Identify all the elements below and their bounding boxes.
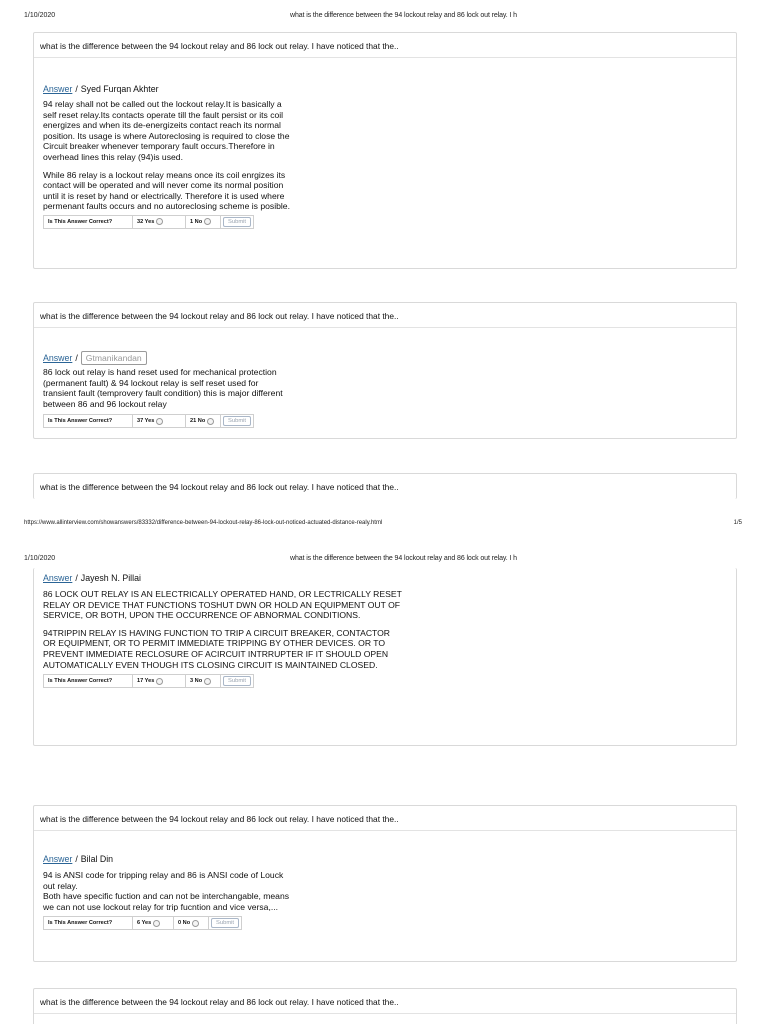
no-radio[interactable]	[192, 920, 199, 927]
vote-bar	[43, 414, 736, 428]
answer-text: 94TRIPPIN RELAY IS HAVING FUNCTION TO TRIP A CIRCUIT BREAKER, CONTACTOR OR EQUIPMENT, OR TO PERMIT IMMEDIATE TRIPPING BY OTHER DEVICES. OR TO PREVENT IMMEDIATE RECLOSURE OF ACIRCUIT INTRRUPTER IF IT SHOULD OPEN AUTOMATICALLY EVEN THOUGH ITS CLOSING CIRCUIT IS MAINTAINED CLOSED.	[43, 627, 391, 670]
yes-count: 32 Yes	[137, 218, 155, 225]
submit-button[interactable]: Submit	[223, 676, 251, 686]
print-date: 1/10/2020	[24, 555, 56, 562]
no-radio[interactable]	[207, 418, 214, 425]
answer-author-button[interactable]: Gtmanikandan	[81, 351, 147, 365]
yes-count: 37 Yes	[137, 418, 155, 425]
no-count: 1 No	[190, 218, 203, 225]
yes-count: 6 Yes	[137, 920, 152, 927]
answer-link[interactable]: Answer	[43, 854, 73, 864]
print-doc-title: what is the difference between the 94 lockout relay and 86 lock out relay. I h	[290, 12, 517, 19]
answer-link[interactable]: Answer	[43, 352, 73, 363]
vote-bar	[43, 215, 736, 229]
print-url[interactable]: https://www.allinterview.com/showanswers/83332/difference-between-94-lockout-relay-86-lock-out-noticed-actuated-distance-realy.html	[24, 520, 383, 526]
vote-bar	[43, 916, 736, 930]
submit-button[interactable]: Submit	[223, 416, 251, 426]
answer-text: 94 relay shall not be called out the lockout relay.It is basically a self reset relay.Its contacts operate till the fault persist or its coil energizes and when its de-energizeits contact reach its normal position. Its usage is where Autoreclosing is required to close the Circuit breaker whenever temporary fault occurs.Therefore in overhead lines this relay (94)is used.	[43, 99, 290, 162]
print-header	[0, 12, 768, 26]
answer-card-continued	[33, 568, 737, 746]
no-count: 21 No	[190, 418, 206, 425]
vote-bar	[43, 674, 736, 688]
answer-card	[33, 32, 737, 269]
vote-question: Is This Answer Correct?	[43, 916, 133, 930]
answer-card	[33, 302, 737, 439]
answer-author: Syed Furqan Akhter	[80, 84, 159, 94]
answer-card	[33, 473, 737, 499]
question-heading[interactable]: what is the difference between the 94 lockout relay and 86 lock out relay. I have noticed that the..	[34, 33, 736, 58]
answer-link[interactable]: Answer	[43, 573, 73, 583]
yes-radio[interactable]	[153, 920, 160, 927]
yes-radio[interactable]	[156, 418, 163, 425]
print-date: 1/10/2020	[24, 12, 56, 19]
vote-question: Is This Answer Correct?	[43, 215, 133, 229]
question-heading[interactable]: what is the difference between the 94 lockout relay and 86 lock out relay. I have noticed that the..	[34, 989, 736, 1014]
answer-byline: Answer / Jayesh N. Pillai	[43, 573, 141, 583]
no-radio[interactable]	[204, 218, 211, 225]
answer-text: 94 is ANSI code for tripping relay and 86 is ANSI code of Louck out relay. Both have specific fuction and can not be interchangable, means we can not use lockout relay for trip fucntion and vice versa,...	[43, 870, 290, 912]
answer-card	[33, 805, 737, 962]
print-header	[0, 555, 768, 569]
answer-byline: Answer / Gtmanikandan	[43, 349, 736, 366]
page-number: 1/5	[733, 520, 742, 526]
no-count: 3 No	[190, 678, 203, 685]
answer-card	[33, 988, 737, 1024]
submit-button[interactable]: Submit	[211, 918, 239, 928]
question-heading[interactable]: what is the difference between the 94 lockout relay and 86 lock out relay. I have noticed that the..	[40, 482, 399, 492]
answer-text: While 86 relay is a lockout relay means once its coil enrgizes its contact will be operated and will never come its normal position until it is reset by hand or electrically. Therefore it is used where permenant faults occurs and no autoreclosing scheme is posible.	[43, 169, 290, 212]
answer-text: 86 lock out relay is hand reset used for mechanical protection (permanent fault) & 94 lockout relay is self reset used for transient fault (temprovery fault condition) this is major different between 86 and 96 lockout relay	[43, 367, 283, 409]
question-heading[interactable]: what is the difference between the 94 lockout relay and 86 lock out relay. I have noticed that the..	[34, 806, 736, 831]
yes-radio[interactable]	[156, 218, 163, 225]
vote-question: Is This Answer Correct?	[43, 414, 133, 428]
answer-author: Jayesh N. Pillai	[80, 573, 141, 583]
yes-count: 17 Yes	[137, 678, 155, 685]
print-doc-title: what is the difference between the 94 lockout relay and 86 lock out relay. I h	[290, 555, 517, 562]
answer-byline: Answer / Bilal Din	[43, 854, 114, 864]
answer-byline: Answer / Syed Furqan Akhter	[43, 84, 159, 94]
submit-button[interactable]: Submit	[223, 217, 251, 227]
yes-radio[interactable]	[156, 678, 163, 685]
answer-link[interactable]: Answer	[43, 84, 73, 94]
answer-text: 86 LOCK OUT RELAY IS AN ELECTRICALLY OPERATED HAND, OR LECTRICALLY RESET RELAY OR DEVICE THAT FUNCTIONS TOSHUT DWN OR HOLD AN EQUIPMENT OUT OF SERVICE, OR BOTH, UPON THE OCCURRENCE OF ABNORMAL CONDITIONS.	[43, 589, 402, 621]
no-count: 0 No	[178, 920, 191, 927]
no-radio[interactable]	[204, 678, 211, 685]
answer-author: Bilal Din	[80, 854, 114, 864]
vote-question: Is This Answer Correct?	[43, 674, 133, 688]
question-heading[interactable]: what is the difference between the 94 lockout relay and 86 lock out relay. I have noticed that the..	[34, 303, 736, 328]
